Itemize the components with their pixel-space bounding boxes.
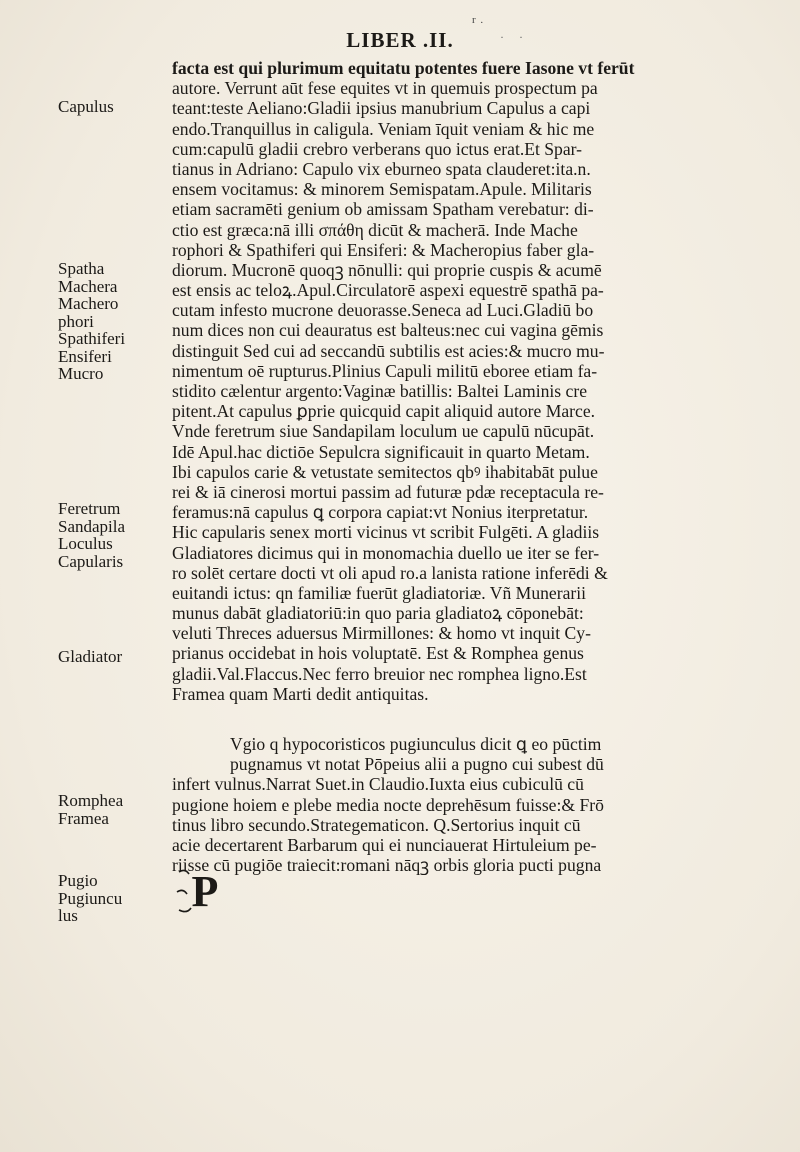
pugio-paragraph xyxy=(172,734,772,875)
text-line: munus dabāt gladiatoriū:in quo paria gladiatoꝝ cōponebāt: xyxy=(172,603,584,624)
text-line: pugione hoiem e plebe media nocte deprehēsum fuisse:& Frō xyxy=(172,794,604,815)
text-line: infert vulnus.Narrat Suet.in Claudio.Iuxta eius cubiculū cū xyxy=(172,774,584,795)
margin-note-feretrum-group: Feretrum Sandapila Loculus Capularis xyxy=(58,499,126,571)
text-line: etiam sacramēti genium ob amissam Spatham verebatur: di- xyxy=(172,199,594,220)
text-line: autore. Verrunt aūt fese equites vt in quemuis prospectum pa xyxy=(172,78,598,99)
drop-cap-initial xyxy=(175,866,227,916)
text-line: distinguit Sed cui ad seccandū subtilis est acies:& mucro mu- xyxy=(172,340,605,361)
text-line: diorum. Mucronē quoqꝫ nōnulli: qui proprie cuspis & acumē xyxy=(172,259,602,280)
text-line: veluti Threces aduersus Mirmillones: & homo vt inquit Cy- xyxy=(172,623,591,644)
margin-note-capulus: Capulus xyxy=(58,97,114,116)
text-line: cum:capulū gladii crebro verberans quo ictus erat.Et Spar- xyxy=(172,138,583,159)
header-mark: r . xyxy=(472,14,485,26)
margin-note-spatha-group: Spatha Machera Machero phori Spathiferi Ensiferi Mucro xyxy=(58,259,126,383)
text-line: Hic capularis senex morti vicinus vt scribit Fulgēti. A gladiis xyxy=(172,522,600,543)
margin-note-romphea-group: Romphea Framea xyxy=(58,791,124,828)
text-line: endo.Tranquillus in caligula. Veniam īquit veniam & hic me xyxy=(172,118,595,139)
text-line: Vgio q hypocoristicos pugiunculus dicit ꝗ eo pūctim xyxy=(230,734,602,754)
text-line: pitent.At capulus ꝑprie quicquid capit aliquid autore Marce. xyxy=(172,401,596,422)
text-line: pugnamus vt notat Pōpeius alii a pugno cui subest dū xyxy=(230,754,604,775)
paragraph-gap xyxy=(172,704,772,734)
text-line: riisse cū pugiōe traiecit:romani nāqꝫ orbis gloria pucti pugna xyxy=(172,855,602,876)
page-title: LIBER .II. xyxy=(346,28,454,52)
text-line: tianus in Adriano: Capulo vix eburneo spata clauderet:ita.n. xyxy=(172,158,591,179)
text-line: Ibi capulos carie & vetustate semitectos qbꝰ ihabitabāt pulue xyxy=(172,461,598,482)
text-line: ensem vocitamus: & minorem Semispatam.Apule. Militaris xyxy=(172,179,592,200)
margin-note-pugio-group: Pugio Pugiuncu lus xyxy=(58,871,123,925)
text-line: num dices non cui deauratus est balteus:nec cui vagina gēmis xyxy=(172,320,604,341)
text-line: Framea quam Marti dedit antiquitas. xyxy=(172,683,429,704)
text-line: feramus:nā capulus ꝗ corpora capiat:vt Nonius iterpretatur. xyxy=(172,502,589,523)
text-line: euitandi ictus: qn familiæ fuerūt gladiatoriæ. Vñ Munerarii xyxy=(172,582,587,603)
text-line: est ensis ac teloꝝ.Apul.Circulatorē aspexi equestrē spathā pa- xyxy=(172,280,604,301)
text-line: cutam infesto mucrone deuorasse.Seneca ad Luci.Gladiū bo xyxy=(172,300,594,321)
drop-cap-letter: P xyxy=(191,867,219,916)
text-line: Idē Apul.hac dictiōe Sepulcra significauit in quarto Metam. xyxy=(172,441,590,462)
text-line: ro solēt certare docti vt oli apud ro.a lanista ratione inferēdi & xyxy=(172,562,608,583)
margin-note-gladiator: Gladiator xyxy=(58,647,123,666)
header-ornament: · · xyxy=(500,30,529,44)
text-line: rei & iā cinerosi mortui passim ad futuræ pdæ receptacula re- xyxy=(172,481,604,502)
flourish-ornament xyxy=(177,870,191,911)
text-line: tinus libro secundo.Strategematicon. Q.Sertorius inquit cū xyxy=(172,814,581,835)
running-header xyxy=(0,14,800,53)
text-line: rophori & Spathiferi qui Ensiferi: & Macheropius faber gla- xyxy=(172,239,595,260)
text-line: teant:teste Aeliano:Gladii ipsius manubrium Capulus a capi xyxy=(172,98,591,119)
text-line: Vnde feretrum siue Sandapilam loculum ue capulū nūcupāt. xyxy=(172,421,595,442)
text-line: facta est qui plurimum equitatu potentes fuere Iasone vt ferūt xyxy=(172,58,635,78)
text-line: Gladiatores dicimus qui in monomachia duello ue iter se fer- xyxy=(172,542,600,563)
main-text xyxy=(172,58,772,875)
text-line: prianus occidebat in hois voluptatē. Est & Romphea genus xyxy=(172,643,584,664)
text-line: stidito cælentur argento:Vaginæ batillis: Baltei Laminis cre xyxy=(172,381,588,401)
text-line: acie decertarent Barbarum qui ei nunciauerat Hirtuleium pe- xyxy=(172,834,597,855)
text-line: gladii.Val.Flaccus.Nec ferro breuior nec romphea ligno.Est xyxy=(172,663,587,684)
text-line: ctio est græca:nā illi σπάθη dicūt & macherā. Inde Mache xyxy=(172,219,578,240)
text-line: nimentum oē rupturus.Plinius Capuli militū eboree etiam fa- xyxy=(172,360,598,381)
